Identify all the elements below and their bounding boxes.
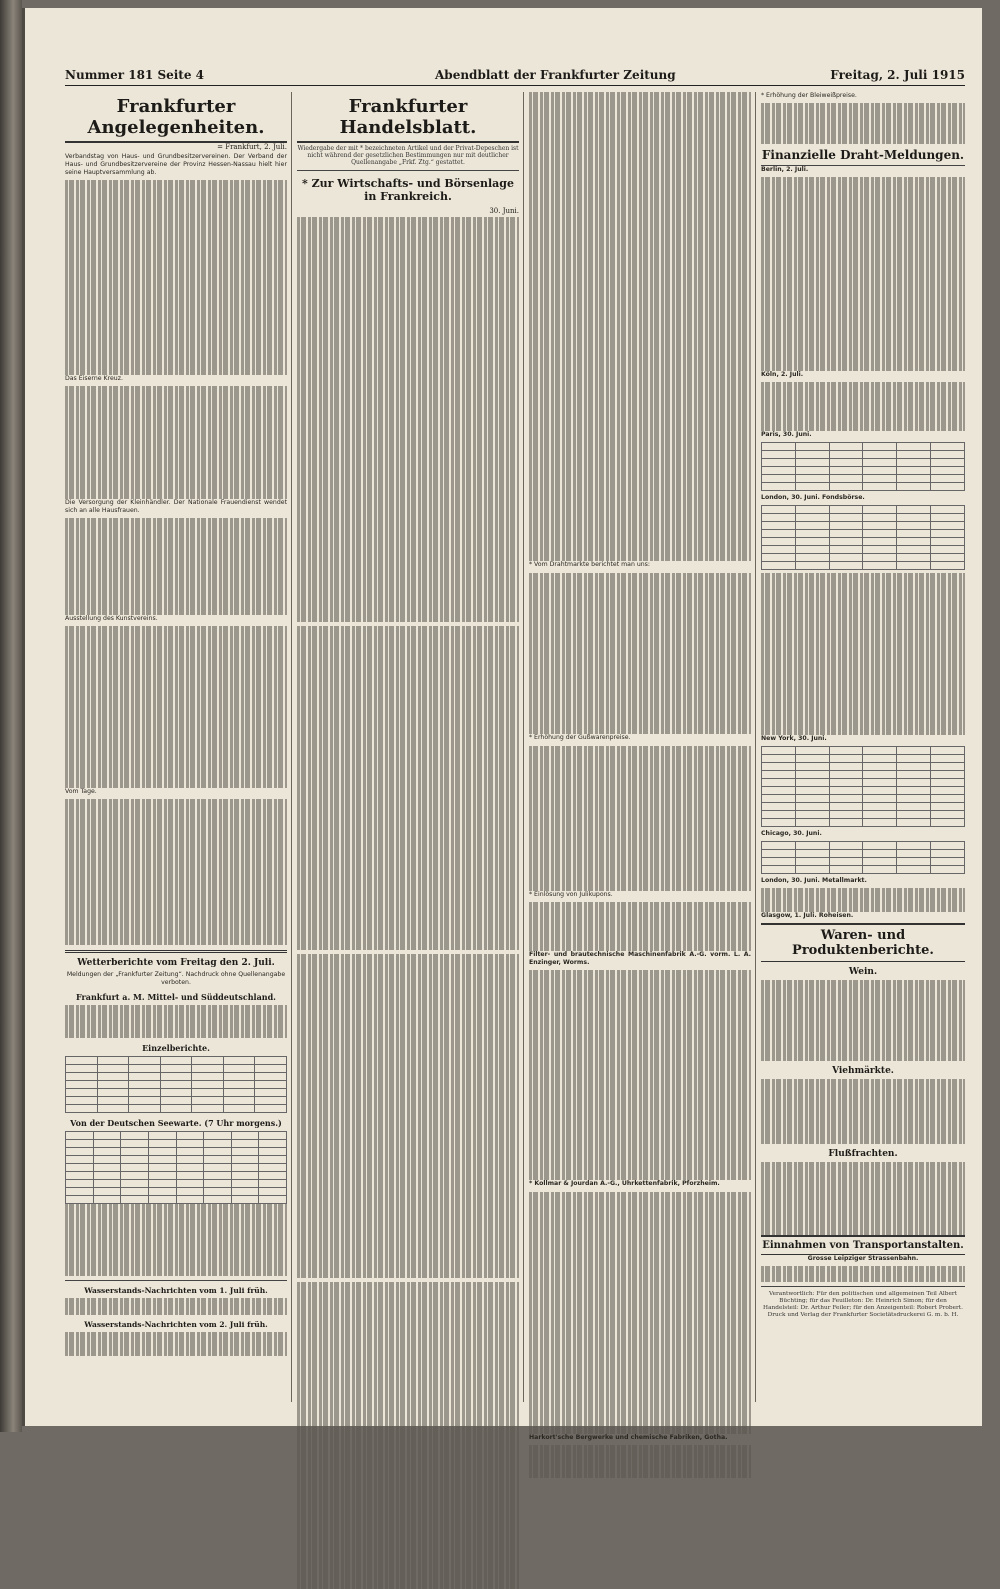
body-text-block xyxy=(761,103,965,143)
body-text-block xyxy=(297,217,519,622)
wire-koeln: Köln, 2. Juli. xyxy=(761,370,804,378)
body-text-block xyxy=(761,1079,965,1144)
body-text-block xyxy=(761,382,965,431)
article-julikupons: * Einlösung von Julikupons. xyxy=(529,891,613,899)
fracht-heading: Flußfrachten. xyxy=(828,1148,898,1159)
article-bleiweiss: * Erhöhung der Bleiweißpreise. xyxy=(761,92,857,99)
wasserstand-heading-1: Wasserstands-Nachrichten vom 1. Juli früh. xyxy=(84,1286,268,1296)
body-text-block xyxy=(529,1445,751,1477)
body-text-block xyxy=(65,1204,287,1277)
column-local-news xyxy=(65,92,287,1404)
article-eisernes-kreuz: Das Eiserne Kreuz. xyxy=(65,374,123,382)
wein-heading: Wein. xyxy=(848,967,878,978)
article-verbandstag: Verbandstag von Haus- und Grundbesitzervereinen. Der Verband der Haus- und Grundbesitzervereine der Provinz Hessen-Nassau hielt hier seine Hauptversammlung ab. xyxy=(65,153,287,177)
article-title-frankreich: * Zur Wirtschafts- und Börsenlage in Frankreich. xyxy=(302,177,514,204)
weather-station-heading: Frankfurt a. M. Mittel- und Süddeutschland. xyxy=(76,992,276,1003)
article-date: 30. Juni. xyxy=(489,207,519,216)
column-financial-wires xyxy=(761,92,965,1404)
weather-heading: Wetterberichte vom Freitag den 2. Juli. xyxy=(77,958,275,968)
article-drahtmarkt: * Vom Drahtmarkte berichtet man uns: xyxy=(529,561,650,569)
seewarte-table xyxy=(65,1131,287,1204)
einzelberichte-heading: Einzelberichte. xyxy=(142,1042,210,1053)
body-text-block xyxy=(65,180,287,374)
column-handelsblatt xyxy=(297,92,519,1404)
body-text-block xyxy=(529,746,751,892)
body-text-block xyxy=(761,980,965,1061)
body-text-block xyxy=(297,1282,519,1589)
body-text-block xyxy=(297,626,519,950)
strassenbahn-heading: Grosse Leipziger Strassenbahn. xyxy=(807,1254,919,1262)
london-quotes-table xyxy=(761,505,965,570)
body-text-block xyxy=(529,573,751,735)
chicago-quotes-table xyxy=(761,841,965,874)
weather-subtitle: Meldungen der „Frankfurter Zeitung“. Nachdruck ohne Quellenangabe verboten. xyxy=(66,971,286,987)
wire-london: London, 30. Juni. Fondsbörse. xyxy=(761,493,865,501)
vieh-heading: Viehmärkte. xyxy=(832,1066,894,1077)
section-heading-local: Frankfurter Angelegenheiten. xyxy=(65,92,287,143)
body-text-block xyxy=(529,970,751,1180)
wire-newyork: New York, 30. Juni. xyxy=(761,734,827,742)
body-text-block xyxy=(761,177,965,371)
body-text-block xyxy=(65,626,287,788)
page-number: Nummer 181 Seite 4 xyxy=(65,68,205,82)
article-enzinger: Filter- und brautechnische Maschinenfabrik A.-G. vorm. L. A. Enzinger, Worms. xyxy=(529,950,751,966)
wire-glasgow: Glasgow, 1. Juli. Roheisen. xyxy=(761,912,854,920)
body-text-block xyxy=(65,799,287,945)
column-rule xyxy=(523,92,524,1402)
body-text-block xyxy=(65,386,287,499)
paris-quotes-table xyxy=(761,442,965,491)
binding-edge xyxy=(0,0,22,1432)
body-text-block xyxy=(529,1192,751,1435)
wire-london-metall: London, 30. Juni. Metallmarkt. xyxy=(761,876,867,884)
wire-paris: Paris, 30. Juni. xyxy=(761,430,812,438)
section-heading-einnahmen: Einnahmen von Transportanstalten. xyxy=(761,1235,965,1255)
weather-table xyxy=(65,1056,287,1113)
article-kollmar-jourdan: * Kollmar & Jourdan A.-G., Uhrkettenfabrik, Pforzheim. xyxy=(529,1180,720,1188)
column-rule xyxy=(755,92,756,1402)
masthead xyxy=(65,66,965,86)
body-text-block xyxy=(297,954,519,1278)
newspaper-title: Abendblatt der Frankfurter Zeitung xyxy=(435,68,676,82)
body-text-block xyxy=(761,888,965,912)
body-text-block xyxy=(529,92,751,561)
article-kunstverein: Ausstellung des Kunstvereins. xyxy=(65,615,158,623)
body-text-block xyxy=(761,1266,965,1282)
article-harkort: Harkort'sche Bergwerke und chemische Fabriken, Gotha. xyxy=(529,1434,728,1442)
body-text-block xyxy=(65,1005,287,1037)
newyork-quotes-table xyxy=(761,746,965,827)
article-gusswaren: * Erhöhung der Gußwarenpreise. xyxy=(529,734,631,742)
newspaper-page xyxy=(22,8,982,1442)
handelsblatt-notice: Wiedergabe der mit * bezeichneten Artikel und der Privat-Depeschen ist nicht während der gesetzlichen Bestimmungen nur mit deutlicher Quellenangabe „Frkf. Ztg.“ gestattet. xyxy=(297,145,519,166)
wire-berlin: Berlin, 2. Juli. xyxy=(761,165,809,173)
column-rule xyxy=(291,92,292,1402)
dateline: = Frankfurt, 2. Juli. xyxy=(217,143,287,151)
body-text-block xyxy=(529,902,751,951)
article-frauendienst: Die Versorgung der Kleinhändler. Der Nationale Frauendienst wendet sich an alle Hausfrauen. xyxy=(65,498,287,515)
body-text-block xyxy=(65,518,287,615)
article-vom-tage: Vom Tage. xyxy=(65,788,97,796)
body-text-block xyxy=(761,1162,965,1235)
body-text-block xyxy=(65,1298,287,1314)
section-heading-draht: Finanzielle Draht-Meldungen. xyxy=(761,144,965,166)
body-text-block xyxy=(761,573,965,735)
seewarte-heading: Von der Deutschen Seewarte. (7 Uhr morgens.) xyxy=(70,1117,282,1128)
section-heading-waren: Waren- und Produktenberichte. xyxy=(761,923,965,962)
column-business-news xyxy=(529,92,751,1442)
issue-date: Freitag, 2. Juli 1915 xyxy=(830,68,965,82)
body-text-block xyxy=(65,1332,287,1356)
imprint-footer: Verantwortlich: Für den politischen und allgemeinen Teil Albert Büchting; für das Feuilleton: Dr. Heinrich Simon; für den Handelsteil: Dr. Arthur Feiler; für den Anzeigenteil: Robert Probert. Druck und Verlag der Frankfurter Societätsdruckerei G. m. b. H. xyxy=(763,1291,963,1319)
wasserstand-heading-2: Wasserstands-Nachrichten vom 2. Juli früh. xyxy=(84,1319,268,1329)
wire-chicago: Chicago, 30. Juni. xyxy=(761,829,822,837)
section-heading-handelsblatt: Frankfurter Handelsblatt. xyxy=(297,92,519,143)
